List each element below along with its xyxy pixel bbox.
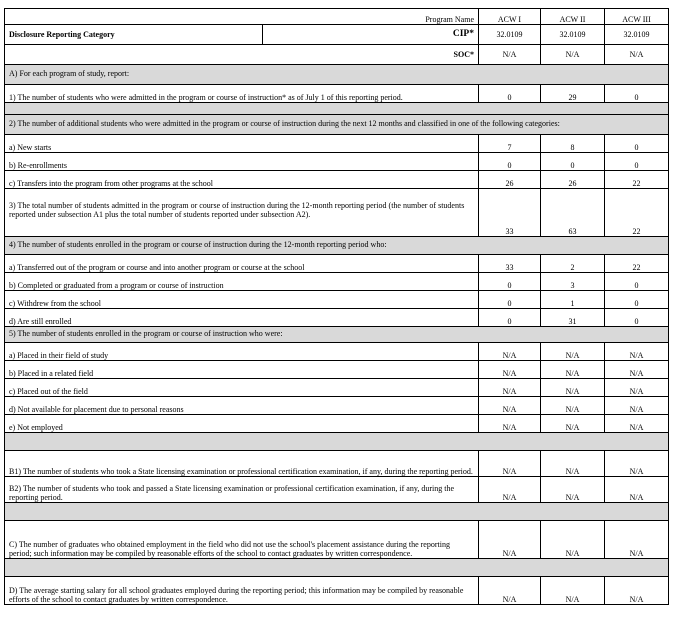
section-4-heading: 4) The number of students enrolled in the program or course of instruction during the 12-month reporting period who:: [5, 237, 669, 255]
row-value: N/A: [605, 415, 669, 433]
row-value: 0: [479, 309, 541, 327]
row-value: N/A: [479, 361, 541, 379]
row-label: b) Re-enrollments: [5, 153, 479, 171]
row-label: a) Placed in their field of study: [5, 343, 479, 361]
row-value: 0: [605, 273, 669, 291]
row-value: N/A: [479, 415, 541, 433]
table-row: [5, 309, 669, 327]
row-value: N/A: [541, 415, 605, 433]
row-value: 0: [605, 309, 669, 327]
row-value: 0: [605, 85, 669, 103]
row-value: 63: [541, 189, 605, 237]
section-a-heading: A) For each program of study, report:: [5, 65, 669, 85]
table-row: [5, 171, 669, 189]
row-value: N/A: [605, 477, 669, 503]
table-row: [5, 153, 669, 171]
disclosure-table: [4, 8, 669, 605]
table-row: [5, 397, 669, 415]
row-value: N/A: [605, 577, 669, 605]
table-row: [5, 361, 669, 379]
table-row: [5, 135, 669, 153]
program-acw3: ACW III: [605, 9, 669, 25]
row-value: N/A: [479, 451, 541, 477]
soc-value: N/A: [605, 45, 669, 65]
row-value: N/A: [541, 521, 605, 559]
table-row: [5, 521, 669, 559]
section-a-heading-row: [5, 65, 669, 85]
row-value: 22: [605, 255, 669, 273]
table-row: [5, 273, 669, 291]
row-label: c) Transfers into the program from other programs at the school: [5, 171, 479, 189]
row-value: N/A: [479, 521, 541, 559]
row-label: B1) The number of students who took a State licensing examination or professional certification examination, if any, during the reporting period.: [5, 451, 479, 477]
soc-value: N/A: [541, 45, 605, 65]
program-acw1: ACW I: [479, 9, 541, 25]
row-value: 31: [541, 309, 605, 327]
row-label: a) New starts: [5, 135, 479, 153]
row-value: 3: [541, 273, 605, 291]
row-label: d) Not available for placement due to personal reasons: [5, 397, 479, 415]
row-value: 8: [541, 135, 605, 153]
table-row: [5, 291, 669, 309]
table-row: [5, 577, 669, 605]
section-4-heading-row: [5, 237, 669, 255]
row-value: N/A: [541, 577, 605, 605]
row-value: 0: [605, 135, 669, 153]
soc-value: N/A: [479, 45, 541, 65]
table-row: [5, 85, 669, 103]
program-name-row: [5, 9, 669, 25]
row-label: c) Placed out of the field: [5, 379, 479, 397]
row-value: 0: [479, 153, 541, 171]
row-label: b) Placed in a related field: [5, 361, 479, 379]
table-row: [5, 255, 669, 273]
row-label: 3) The total number of students admitted in the program or course of instruction during the 12-month reporting period (the number of students reported under subsection A1 plus the total number of students reported under subsection A2).: [5, 189, 479, 237]
row-value: N/A: [541, 477, 605, 503]
row-value: N/A: [479, 477, 541, 503]
section-5-heading: 5) The number of students enrolled in the program or course of instruction who were:: [5, 327, 669, 343]
section-5-heading-row: [5, 327, 669, 343]
row-value: 1: [541, 291, 605, 309]
row-label: a) Transferred out of the program or course and into another program or course at the school: [5, 255, 479, 273]
row-label: D) The average starting salary for all school graduates employed during the reporting period; this information may be compiled by reasonable efforts of the school to contact graduates by written correspondence.: [5, 577, 479, 605]
row-label: c) Withdrew from the school: [5, 291, 479, 309]
soc-label: SOC*: [263, 45, 479, 65]
row-value: 0: [479, 273, 541, 291]
row-value: N/A: [541, 361, 605, 379]
cip-row: [5, 25, 669, 45]
row-value: 0: [605, 291, 669, 309]
row-value: 0: [479, 291, 541, 309]
row-label: d) Are still enrolled: [5, 309, 479, 327]
row-value: 22: [605, 171, 669, 189]
row-label: e) Not employed: [5, 415, 479, 433]
table-row: [5, 379, 669, 397]
row-value: N/A: [479, 577, 541, 605]
row-value: N/A: [479, 379, 541, 397]
row-value: 29: [541, 85, 605, 103]
row-label: 1) The number of students who were admitted in the program or course of instruction* as of July 1 of this reporting period.: [5, 85, 479, 103]
row-value: N/A: [605, 361, 669, 379]
row-value: 0: [605, 153, 669, 171]
row-value: N/A: [605, 521, 669, 559]
cip-value: 32.0109: [479, 25, 541, 45]
table-row: [5, 415, 669, 433]
row-value: 33: [479, 255, 541, 273]
row-value: 33: [479, 189, 541, 237]
row-value: 22: [605, 189, 669, 237]
row-label: B2) The number of students who took and passed a State licensing examination or professional certification examination, if any, during the reporting period.: [5, 477, 479, 503]
row-label: b) Completed or graduated from a program or course of instruction: [5, 273, 479, 291]
row-label: C) The number of graduates who obtained employment in the field who did not use the school's placement assistance during the reporting period; such information may be compiled by reasonable efforts of the school to contact graduates by written correspondence.: [5, 521, 479, 559]
cip-value: 32.0109: [605, 25, 669, 45]
row-value: N/A: [605, 379, 669, 397]
table-row: [5, 451, 669, 477]
category-label: Disclosure Reporting Category: [5, 25, 263, 45]
row-value: N/A: [541, 379, 605, 397]
row-value: N/A: [479, 343, 541, 361]
row-value: N/A: [541, 451, 605, 477]
row-value: 0: [479, 85, 541, 103]
program-name-label: Program Name: [5, 9, 479, 25]
cip-label: CIP*: [263, 25, 479, 45]
table-row: [5, 477, 669, 503]
row-value: N/A: [605, 343, 669, 361]
section-2-heading-row: [5, 115, 669, 135]
row-value: N/A: [479, 397, 541, 415]
row-value: N/A: [541, 397, 605, 415]
program-acw2: ACW II: [541, 9, 605, 25]
row-value: 7: [479, 135, 541, 153]
soc-row: [5, 45, 669, 65]
row-value: N/A: [605, 451, 669, 477]
table-row: [5, 343, 669, 361]
cip-value: 32.0109: [541, 25, 605, 45]
row-value: N/A: [541, 343, 605, 361]
row-value: 26: [479, 171, 541, 189]
table-row: [5, 189, 669, 237]
row-value: 26: [541, 171, 605, 189]
section-2-heading: 2) The number of additional students who were admitted in the program or course of instruction during the next 12 months and classified in one of the following categories:: [5, 115, 669, 135]
row-value: 0: [541, 153, 605, 171]
row-value: N/A: [605, 397, 669, 415]
row-value: 2: [541, 255, 605, 273]
